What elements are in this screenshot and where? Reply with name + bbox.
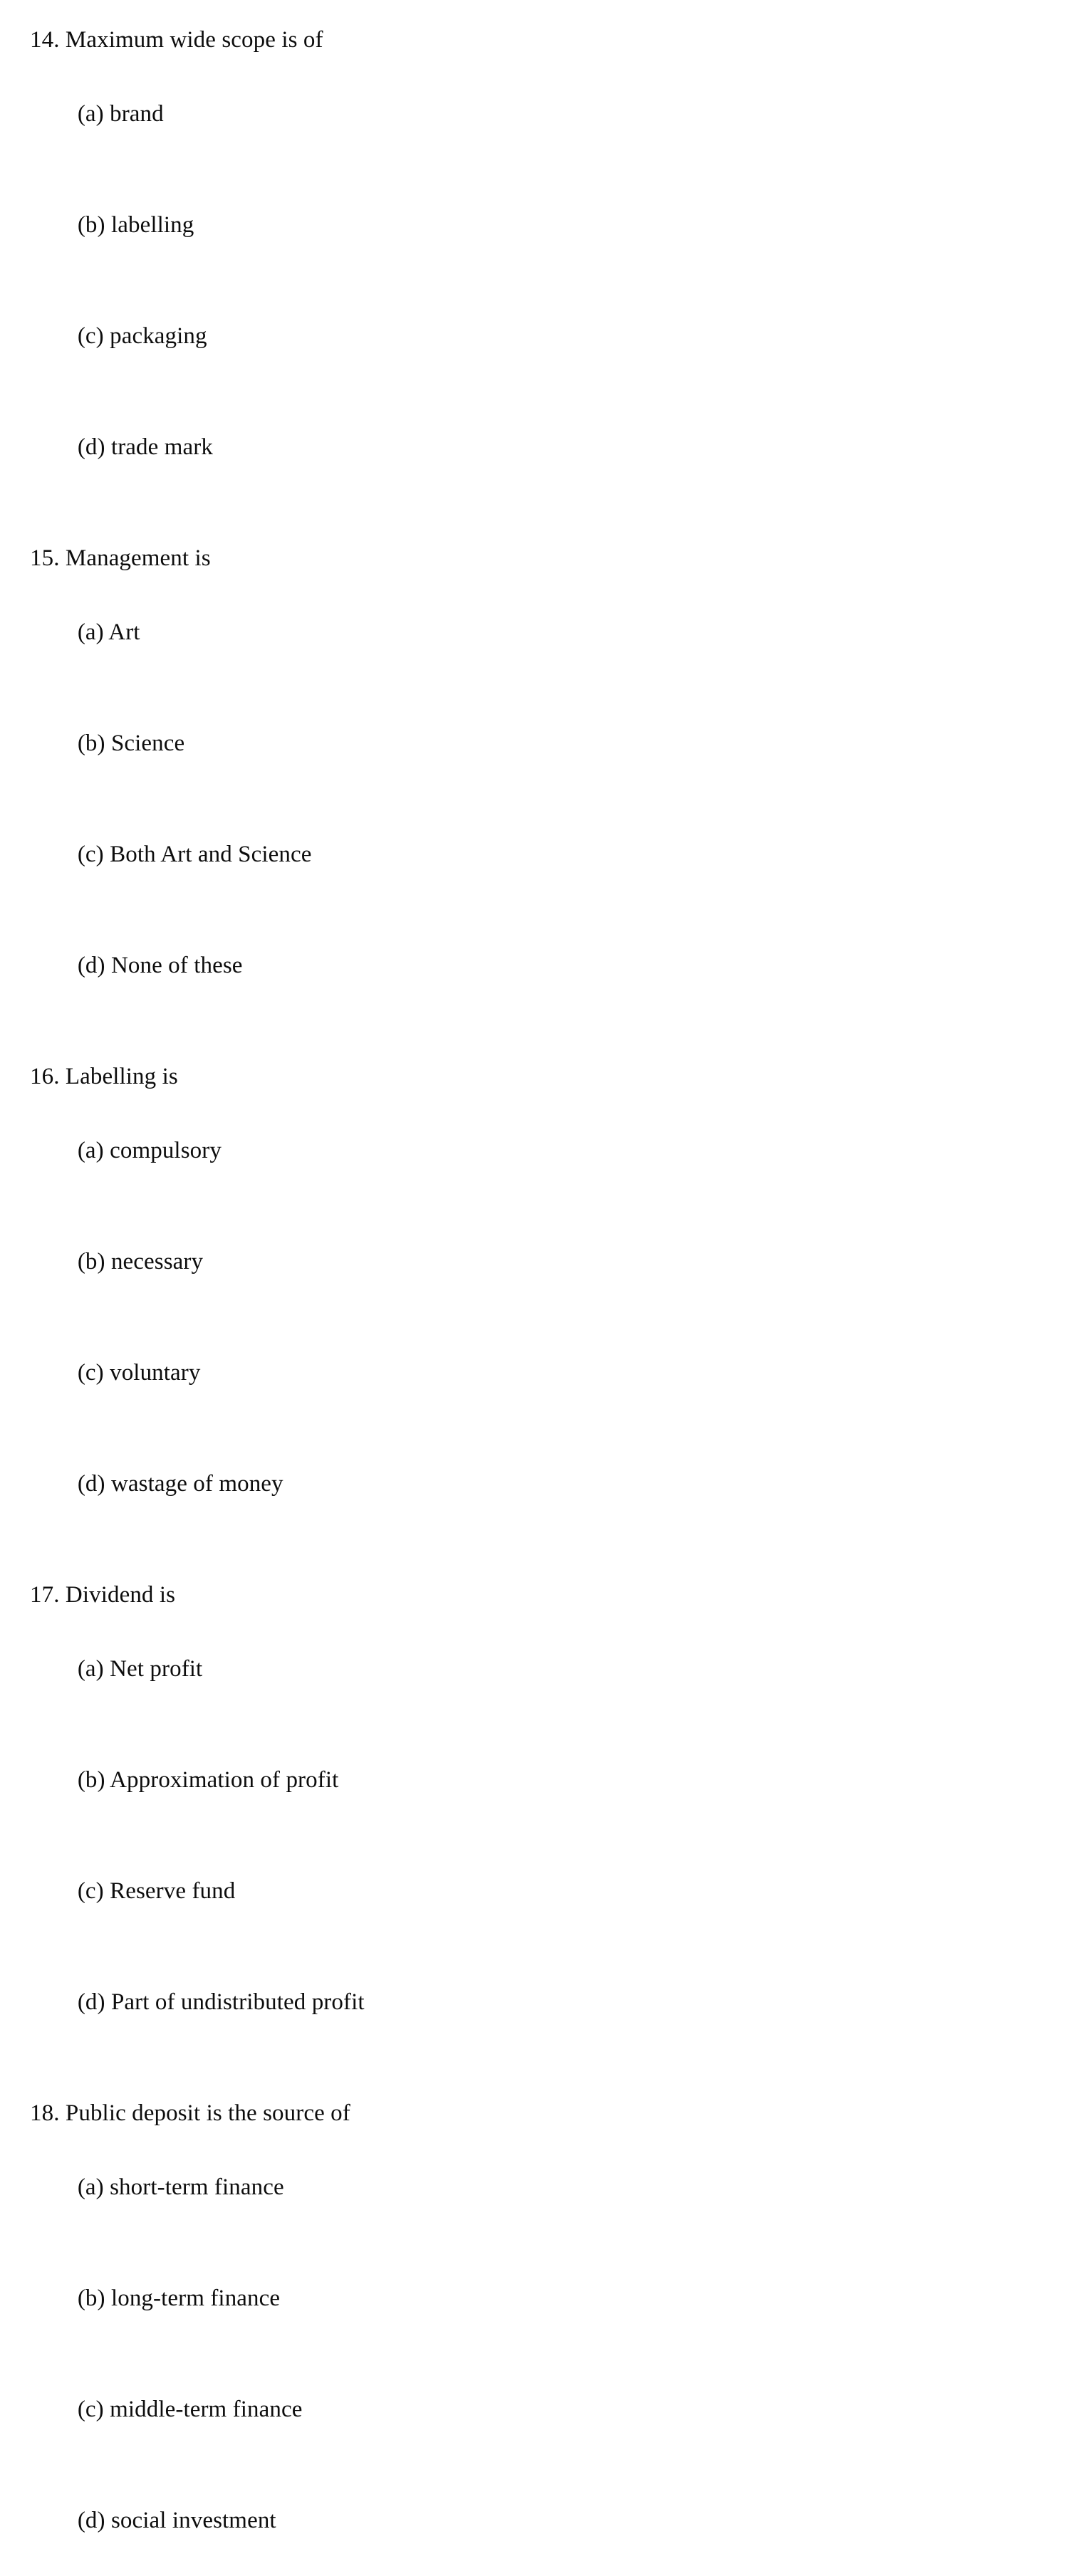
option-row-15d	[30, 910, 1013, 1021]
option-label-18c: (c)	[77, 2397, 104, 2422]
option-row-17c	[30, 1836, 1013, 1947]
option-spacer	[105, 434, 111, 460]
option-label-17d: (d)	[77, 1989, 105, 2015]
option-spacer	[105, 953, 111, 978]
option-row-16c	[30, 1317, 1013, 1428]
option-label-15a: (a)	[77, 619, 104, 645]
question-stem-18: 18. Public deposit is the source of	[30, 2100, 350, 2126]
option-spacer	[105, 2286, 111, 2311]
option-row-15b	[30, 688, 1013, 799]
option-spacer	[105, 731, 111, 756]
option-label-16b: (b)	[77, 1249, 105, 1274]
option-text-17a: Net profit	[110, 1656, 203, 1682]
option-text-14d: trade mark	[110, 434, 213, 460]
option-label-18d: (d)	[77, 2508, 105, 2533]
question-list	[30, 21, 1013, 2576]
option-label-14b: (b)	[77, 212, 105, 238]
option-label-14c: (c)	[77, 323, 104, 349]
question-block-14	[30, 21, 1013, 503]
option-text-15d: None of these	[110, 953, 243, 978]
option-row-14a	[30, 58, 1013, 169]
option-label-17c: (c)	[77, 1878, 104, 1904]
option-label-14d: (d)	[77, 434, 105, 460]
option-text-15b: Science	[110, 731, 185, 756]
question-block-15	[30, 540, 1013, 1021]
option-text-17c: Reserve fund	[110, 1878, 236, 1904]
option-row-18d	[30, 2465, 1013, 2576]
option-text-17d: Part of undistributed profit	[110, 1989, 365, 2015]
option-text-15c: Both Art and Science	[110, 842, 312, 867]
option-label-16c: (c)	[77, 1360, 104, 1386]
option-label-15c: (c)	[77, 842, 104, 867]
option-label-15d: (d)	[77, 953, 105, 978]
option-row-18a	[30, 2132, 1013, 2243]
option-spacer	[104, 323, 110, 349]
option-label-16a: (a)	[77, 1138, 104, 1163]
option-spacer	[105, 212, 111, 238]
option-text-18d: social investment	[110, 2508, 276, 2533]
question-stem-17: 17. Dividend is	[30, 1582, 176, 1608]
option-row-17a	[30, 1613, 1013, 1724]
option-text-16a: compulsory	[110, 1138, 222, 1163]
option-row-16d	[30, 1428, 1013, 1539]
option-spacer	[104, 842, 110, 867]
option-text-18c: middle-term finance	[110, 2397, 303, 2422]
option-text-17b: Approximation of profit	[110, 1767, 339, 1793]
option-row-14c	[30, 281, 1013, 392]
option-spacer	[105, 1471, 111, 1497]
option-row-16a	[30, 1095, 1013, 1206]
option-spacer	[104, 1360, 110, 1386]
question-block-18	[30, 2095, 1013, 2576]
option-spacer	[105, 1249, 111, 1274]
question-block-17	[30, 1576, 1013, 2058]
option-label-15b: (b)	[77, 731, 105, 756]
question-stem-16: 16. Labelling is	[30, 1064, 178, 1089]
option-text-16b: necessary	[110, 1249, 204, 1274]
option-spacer	[105, 1989, 111, 2015]
option-spacer	[104, 2174, 110, 2200]
option-row-15a	[30, 577, 1013, 688]
option-label-18a: (a)	[77, 2174, 104, 2200]
option-row-18b	[30, 2243, 1013, 2354]
option-row-18c	[30, 2354, 1013, 2465]
option-text-14b: labelling	[110, 212, 194, 238]
option-label-14a: (a)	[77, 101, 104, 127]
question-stem-15: 15. Management is	[30, 545, 211, 571]
option-label-16d: (d)	[77, 1471, 105, 1497]
option-text-18b: long-term finance	[110, 2286, 281, 2311]
option-label-17a: (a)	[77, 1656, 104, 1682]
option-row-17b	[30, 1724, 1013, 1836]
option-row-16b	[30, 1206, 1013, 1317]
question-block-16	[30, 1058, 1013, 1539]
question-stem-14: 14. Maximum wide scope is of	[30, 27, 323, 53]
option-row-15c	[30, 799, 1013, 910]
option-spacer	[104, 1138, 110, 1163]
option-row-14d	[30, 392, 1013, 503]
option-label-17b: (b)	[77, 1767, 105, 1793]
option-spacer	[104, 1656, 110, 1682]
option-text-14c: packaging	[110, 323, 207, 349]
option-spacer	[104, 2397, 110, 2422]
option-text-16c: voluntary	[110, 1360, 201, 1386]
option-row-17d	[30, 1947, 1013, 2058]
option-text-18a: short-term finance	[110, 2174, 284, 2200]
option-label-18b: (b)	[77, 2286, 105, 2311]
option-spacer	[104, 1878, 110, 1904]
option-text-15a: Art	[108, 619, 140, 645]
option-text-16d: wastage of money	[110, 1471, 283, 1497]
option-spacer	[104, 101, 110, 127]
option-text-14a: brand	[110, 101, 164, 127]
option-spacer	[105, 2508, 111, 2533]
option-row-14b	[30, 169, 1013, 281]
